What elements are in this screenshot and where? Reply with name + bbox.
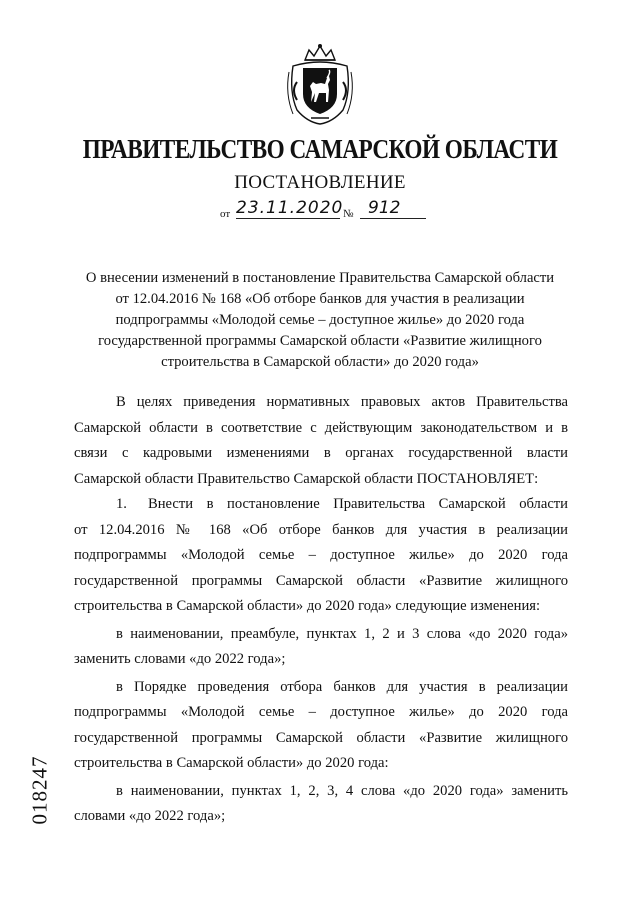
subject-line: О внесении изменений в постановление Правительства Самарской области bbox=[85, 270, 555, 286]
change2-line: в Порядке проведения отбора банков для участия в реализации bbox=[116, 678, 568, 695]
item1-number: 1. bbox=[116, 496, 127, 512]
item1-line: подпрограммы «Молодой семье – доступное жилье» до 2020 года bbox=[74, 547, 568, 563]
preamble-line: В целях приведения нормативных правовых актов Правительства bbox=[116, 394, 568, 410]
document-body bbox=[74, 390, 568, 830]
subject-line: от 12.04.2016 № 168 «Об отборе банков для участия в реализации bbox=[115, 291, 525, 307]
document-number: 912 bbox=[360, 198, 426, 219]
organization-title: ПРАВИТЕЛЬСТВО САМАРСКОЙ ОБЛАСТИ bbox=[82, 134, 558, 164]
item1-line: государственной программы Самарской области «Развитие жилищного bbox=[74, 572, 568, 589]
item1-line: Внести в постановление Правительства Самарской области bbox=[148, 496, 568, 512]
change2-line: подпрограммы «Молодой семье – доступное жилье» до 2020 года bbox=[74, 704, 568, 720]
change2-line: строительства в Самарской области» до 2020 года: bbox=[74, 755, 389, 771]
preamble-line: связи с кадровыми изменениями в органах государственной власти bbox=[74, 445, 568, 461]
item1-first-line bbox=[74, 492, 568, 518]
change1-line: заменить словами «до 2022 года»; bbox=[74, 651, 286, 667]
change3-line: словами «до 2022 года»; bbox=[74, 808, 226, 824]
subject-block bbox=[74, 268, 566, 373]
number-prefix: № bbox=[343, 208, 354, 220]
subject-line: строительства в Самарской области» до 2020 года» bbox=[161, 354, 479, 370]
change1-line: в наименовании, преамбуле, пунктах 1, 2 и 3 слова «до 2020 года» bbox=[116, 625, 568, 642]
serial-number-text: 018247 bbox=[27, 755, 52, 825]
item1-line: строительства в Самарской области» до 2020 года» следующие изменения: bbox=[74, 598, 541, 614]
document-date: 23.11.2020 bbox=[236, 198, 344, 218]
subject-line: государственной программы Самарской области «Развитие жилищного bbox=[98, 333, 542, 349]
preamble-line: Самарской области Правительство Самарской области ПОСТАНОВЛЯЕТ: bbox=[74, 470, 539, 487]
change2-line: государственной программы Самарской области «Развитие жилищного bbox=[74, 729, 568, 746]
preamble-line: Самарской области в соответствие с действующим законодательством и в bbox=[74, 419, 568, 436]
subject-line: подпрограммы «Молодой семье – доступное жилье» до 2020 года bbox=[115, 312, 525, 328]
date-number-line bbox=[210, 200, 440, 222]
item1-line: от 12.04.2016 № 168 «Об отборе банков для участия в реализации bbox=[74, 521, 568, 538]
change3-line: в наименовании, пунктах 1, 2, 3, 4 слова «до 2020 года» заменить bbox=[116, 782, 568, 799]
document-type: ПОСТАНОВЛЕНИЕ bbox=[234, 172, 406, 193]
serial-number bbox=[20, 750, 60, 830]
date-prefix: от bbox=[220, 208, 231, 220]
samara-coat-of-arms-icon bbox=[283, 42, 357, 126]
